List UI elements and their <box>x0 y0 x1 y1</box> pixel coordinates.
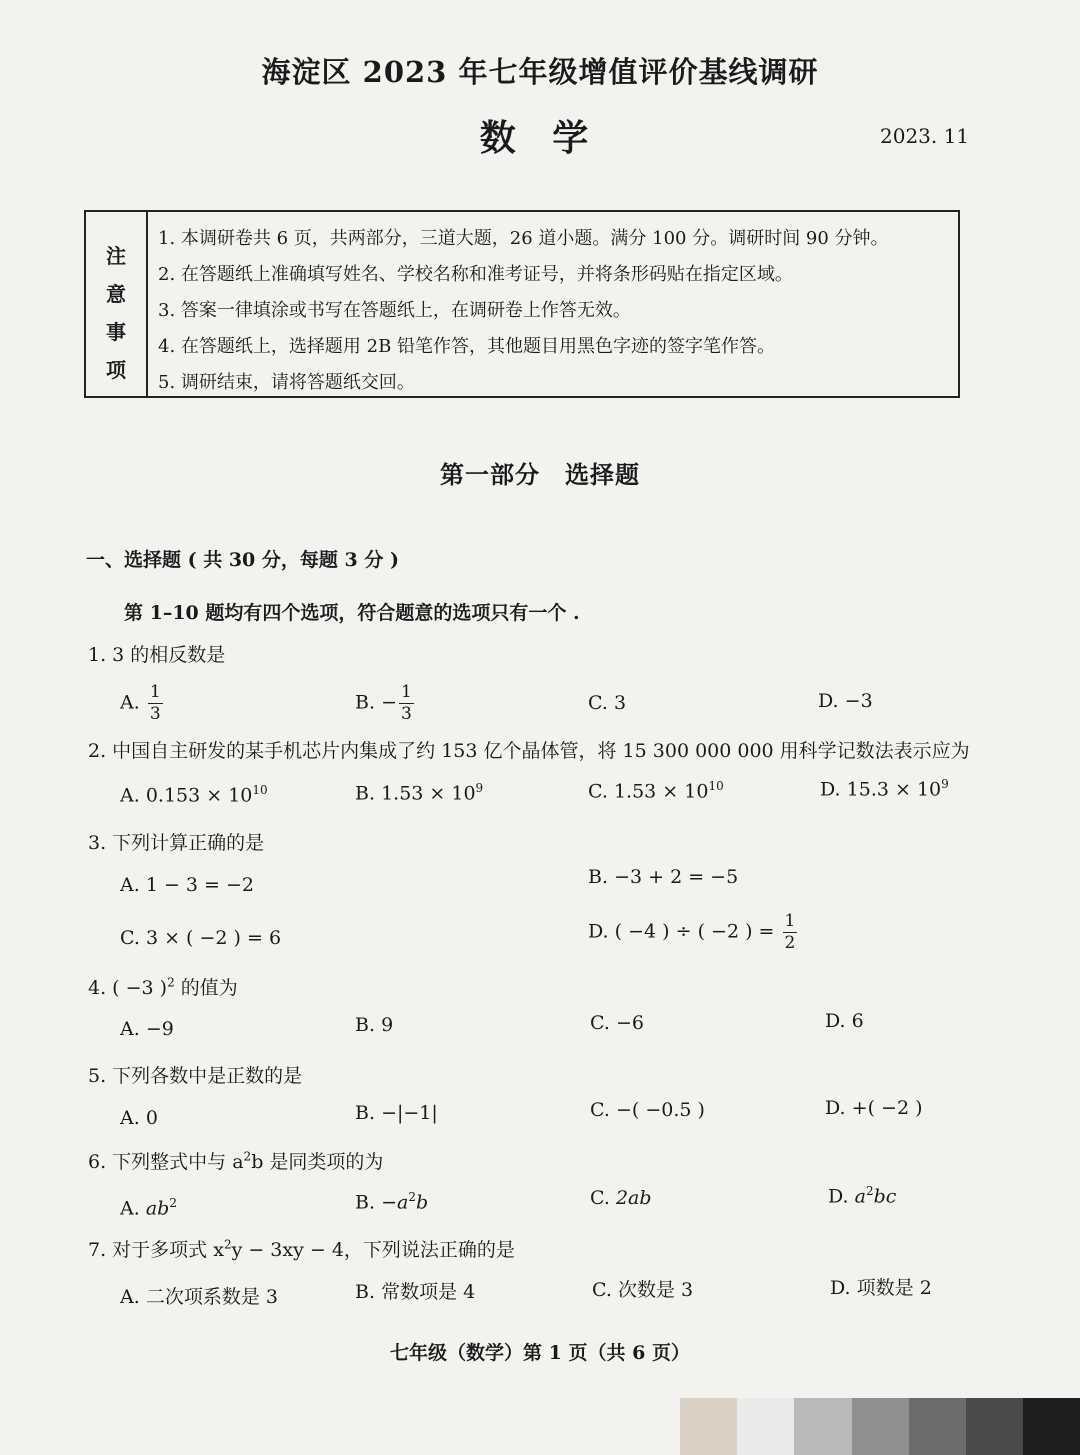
q5-option-a <box>120 1107 158 1129</box>
page-footer: 七年级（数学）第 1 页（共 6 页） <box>390 1342 690 1364</box>
q7-option-a <box>120 1282 278 1309</box>
option-post: bc <box>873 1185 897 1208</box>
option-text: 3 <box>613 692 627 714</box>
option-letter: B. <box>355 1102 376 1124</box>
option-base: 1.53 × 10 <box>381 782 476 805</box>
notice-item: 5. 调研结束，请将答题纸交回。 <box>158 372 415 393</box>
option-exponent: 2 <box>408 1190 416 1204</box>
q7-option-c <box>592 1275 693 1302</box>
color-swatch <box>680 1398 738 1455</box>
option-letter: C. <box>120 927 140 949</box>
option-letter: C. <box>592 1279 612 1301</box>
option-exponent: 9 <box>475 781 484 795</box>
option-text: ( −4 ) ÷ ( −2 ) = <box>614 920 775 943</box>
option-text: 二次项系数是 3 <box>145 1286 278 1308</box>
color-swatch <box>909 1398 967 1455</box>
question-5-stem: 5. 下列各数中是正数的是 <box>88 1065 303 1087</box>
question-7-stem <box>88 1235 515 1262</box>
stem-text: b 是同类项的为 <box>251 1151 384 1173</box>
option-text: 3 × ( −2 ) = 6 <box>145 927 282 949</box>
q4-option-a <box>120 1018 174 1040</box>
option-exponent: 2 <box>865 1184 874 1198</box>
option-letter: C. <box>588 780 608 803</box>
option-base: ab <box>145 1197 170 1220</box>
option-letter: A. <box>120 1197 140 1220</box>
notice-heading-char: 意 <box>106 282 126 306</box>
option-text: 次数是 3 <box>617 1279 694 1301</box>
stem-exponent: 2 <box>167 975 175 990</box>
option-text: 常数项是 4 <box>381 1281 476 1303</box>
q4-option-b <box>355 1014 393 1036</box>
fraction <box>148 684 163 723</box>
question-4-stem <box>88 973 238 1000</box>
q3-option-a <box>120 874 254 896</box>
option-letter: C. <box>590 1099 610 1121</box>
subject-title: 数 学 <box>479 117 601 159</box>
option-letter: D. <box>825 1097 846 1119</box>
exam-title: 海淀区 2023 年七年级增值评价基线调研 <box>261 55 819 89</box>
q2-option-c <box>588 779 724 802</box>
option-letter: B. <box>588 866 609 888</box>
q4-option-c <box>590 1012 644 1034</box>
stem-exponent: 2 <box>243 1149 252 1164</box>
instruction: 第 1–10 题均有四个选项，符合题意的选项只有一个 . <box>124 602 580 624</box>
q5-option-c <box>590 1099 705 1121</box>
color-swatch <box>737 1398 795 1455</box>
option-exponent: 9 <box>941 777 949 791</box>
option-base: 0.153 × 10 <box>145 784 253 807</box>
option-text: −|−1| <box>381 1102 438 1124</box>
fraction-numerator: 1 <box>149 682 161 702</box>
option-base: 1.53 × 10 <box>613 780 709 803</box>
option-letter: A. <box>120 784 140 807</box>
option-letter: D. <box>588 920 609 943</box>
notice-item: 2. 在答题纸上准确填写姓名、学校名称和准考证号，并将条形码贴在指定区域。 <box>158 264 793 285</box>
option-letter: B. <box>355 782 376 805</box>
q3-option-d <box>588 913 799 952</box>
option-text: 1 − 3 = −2 <box>145 874 254 896</box>
section-title: 第一部分 选择题 <box>440 460 640 489</box>
color-swatch <box>852 1398 910 1455</box>
notice-heading-char: 注 <box>106 244 126 268</box>
option-exponent: 10 <box>252 783 268 797</box>
option-letter: C. <box>590 1187 610 1209</box>
option-exponent: 2 <box>169 1196 177 1210</box>
option-text: 0 <box>145 1107 158 1129</box>
stem-text: 6. 下列整式中与 a <box>88 1151 244 1173</box>
q7-option-b <box>355 1277 475 1304</box>
stem-text: 7. 对于多项式 x <box>88 1239 224 1261</box>
option-post: b <box>415 1191 429 1214</box>
option-letter: D. <box>825 1010 846 1032</box>
q3-option-b <box>588 866 738 888</box>
notice-heading-char: 项 <box>106 358 126 382</box>
question-6-stem <box>88 1147 383 1174</box>
option-letter: B. <box>355 1281 376 1303</box>
q2-option-d <box>820 777 949 800</box>
option-letter: D. <box>820 778 841 801</box>
option-letter: A. <box>120 874 140 896</box>
fraction <box>783 913 798 952</box>
option-base: a <box>854 1185 866 1208</box>
stem-text: 4. ( −3 ) <box>88 977 168 999</box>
q5-option-b <box>355 1102 438 1124</box>
option-letter: B. <box>355 691 376 714</box>
q3-option-c <box>120 927 281 949</box>
fraction-denominator: 3 <box>149 704 161 724</box>
q2-option-b <box>355 781 483 804</box>
question-2-stem: 2. 中国自主研发的某手机芯片内集成了约 153 亿个晶体管，将 15 300 000 000 用科学记数法表示应为 <box>88 740 970 762</box>
option-letter: B. <box>355 1014 376 1036</box>
option-letter: A. <box>120 691 140 714</box>
stem-text: y − 3xy − 4，下列说法正确的是 <box>231 1239 515 1261</box>
color-swatch <box>1023 1398 1080 1455</box>
exam-date: 2023. 11 <box>880 124 970 148</box>
notice-item: 4. 在答题纸上，选择题用 2B 铅笔作答，其他题目用黑色字迹的签字笔作答。 <box>158 336 776 357</box>
notice-box <box>84 210 960 398</box>
fraction <box>399 684 414 723</box>
notice-item: 1. 本调研卷共 6 页，共两部分，三道大题，26 道小题。满分 100 分。调研时间 90 分钟。 <box>158 228 889 249</box>
option-letter: A. <box>120 1018 140 1040</box>
fraction-denominator: 2 <box>784 933 796 953</box>
option-text: 9 <box>381 1014 394 1036</box>
option-text: +( −2 ) <box>851 1097 923 1119</box>
notice-heading <box>86 212 148 396</box>
option-letter: D. <box>830 1277 851 1299</box>
option-letter: C. <box>588 692 608 714</box>
stem-text: 的值为 <box>174 977 238 999</box>
q1-option-b <box>355 684 416 723</box>
question-1-stem: 1. 3 的相反数是 <box>88 644 226 666</box>
color-swatch <box>966 1398 1024 1455</box>
q6-option-a <box>120 1196 177 1219</box>
option-text: −3 <box>844 690 873 712</box>
option-sign: − <box>381 691 397 714</box>
option-letter: A. <box>120 1286 140 1308</box>
option-letter: B. <box>355 1191 376 1214</box>
color-swatch <box>794 1398 852 1455</box>
stem-exponent: 2 <box>223 1237 232 1252</box>
question-3-stem: 3. 下列计算正确的是 <box>88 832 265 854</box>
notice-heading-char: 事 <box>106 320 126 344</box>
fraction-denominator: 3 <box>400 704 412 724</box>
option-letter: D. <box>818 690 839 712</box>
option-text: 项数是 2 <box>856 1277 932 1299</box>
option-exponent: 10 <box>708 779 724 793</box>
q1-option-a <box>120 684 165 723</box>
option-text: −9 <box>145 1018 174 1040</box>
option-letter: C. <box>590 1012 610 1034</box>
option-text: −( −0.5 ) <box>615 1099 705 1121</box>
option-text: −3 + 2 = −5 <box>614 866 739 888</box>
option-text: −6 <box>615 1012 644 1034</box>
notice-item: 3. 答案一律填涂或书写在答题纸上，在调研卷上作答无效。 <box>158 300 631 321</box>
option-base: 15.3 × 10 <box>846 778 942 801</box>
q6-option-b <box>355 1190 428 1213</box>
q1-option-d <box>818 690 873 712</box>
q7-option-d <box>830 1273 932 1300</box>
option-letter: A. <box>120 1107 140 1129</box>
q4-option-d <box>825 1010 864 1032</box>
option-text: 2ab <box>615 1187 652 1209</box>
question-type-heading: 一、选择题 ( 共 30 分，每题 3 分 ) <box>86 549 399 571</box>
q5-option-d <box>825 1097 923 1119</box>
q6-option-c <box>590 1187 652 1209</box>
q2-option-a <box>120 783 268 806</box>
option-text: 6 <box>851 1010 864 1032</box>
option-base: −a <box>381 1191 409 1214</box>
fraction-numerator: 1 <box>784 911 796 931</box>
q1-option-c <box>588 692 626 714</box>
option-letter: D. <box>828 1185 849 1208</box>
q6-option-d <box>828 1184 896 1207</box>
fraction-numerator: 1 <box>400 682 412 702</box>
